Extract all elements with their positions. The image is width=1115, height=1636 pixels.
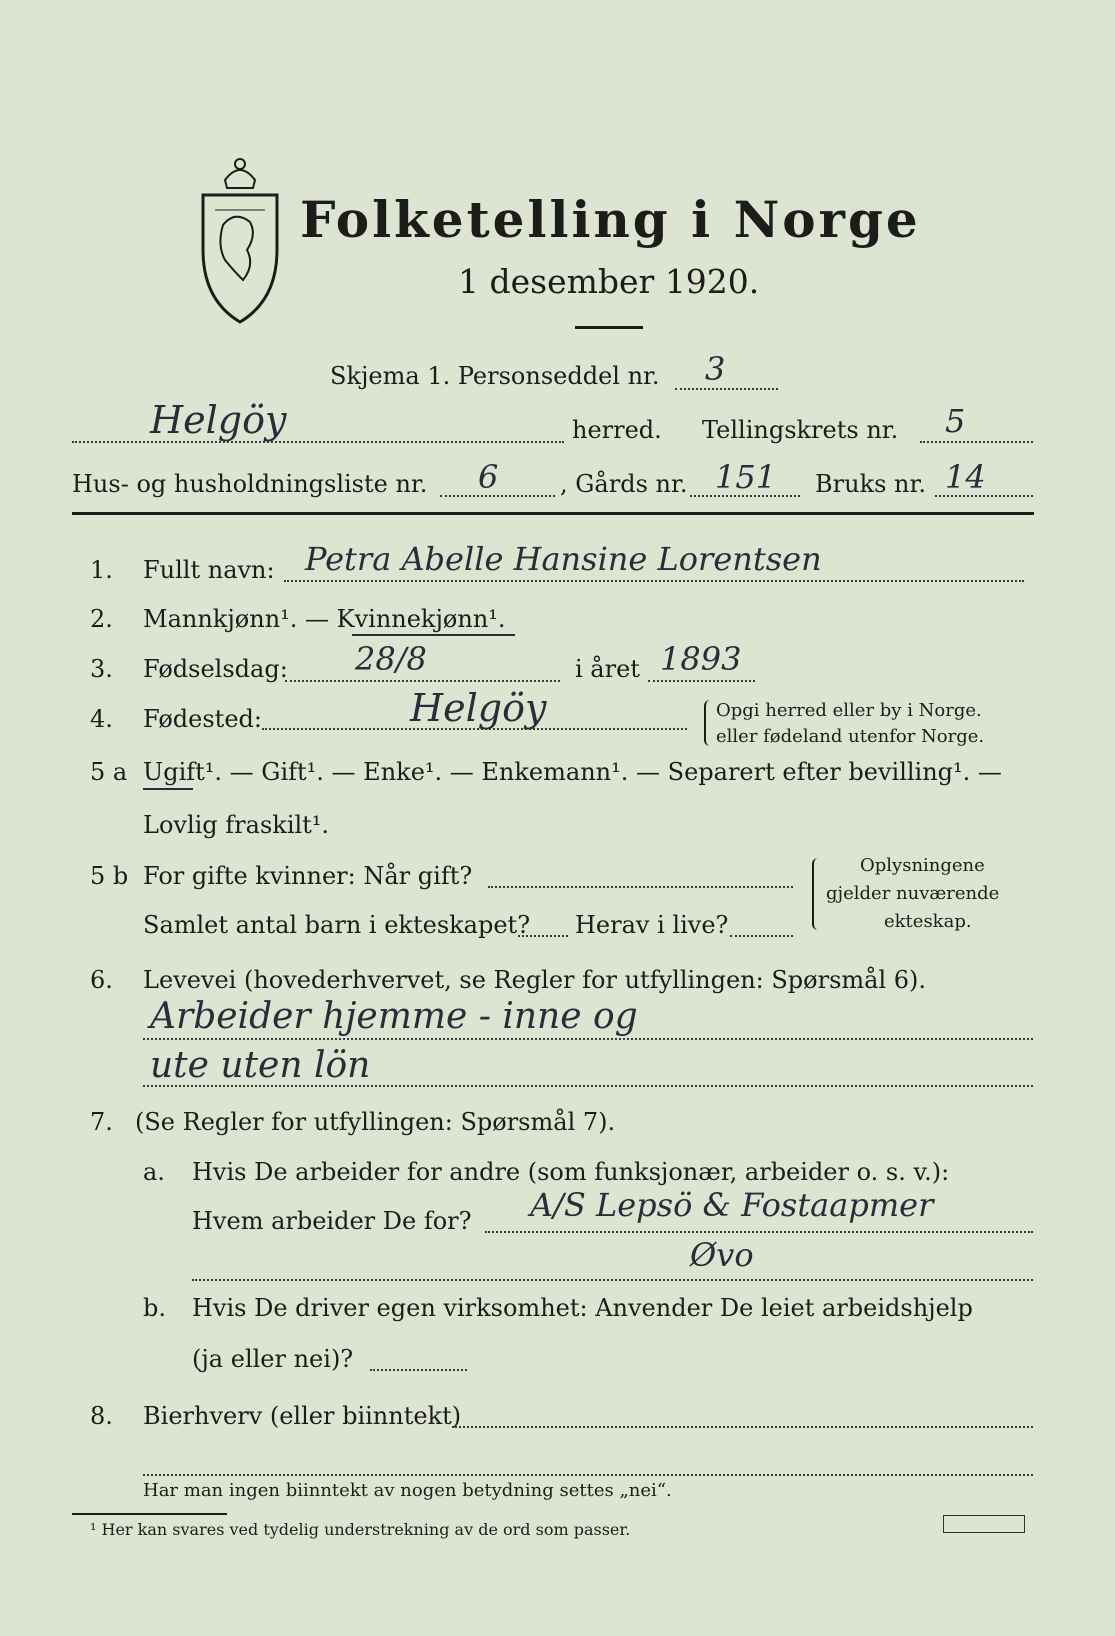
- q4-note-2: eller fødeland utenfor Norge.: [716, 726, 985, 747]
- q3-line: [285, 680, 560, 682]
- q7-label: (Se Regler for utfyllingen: Spørsmål 7).: [135, 1108, 616, 1136]
- occupation-value-2: ute uten lön: [150, 1045, 371, 1086]
- q8-note: Har man ingen biinntekt av nogen betydning settes „nei“.: [143, 1480, 672, 1501]
- personseddel-value: 3: [705, 350, 726, 388]
- ugift-underline: [143, 788, 193, 790]
- q8-label: Bierhverv (eller biinntekt): [143, 1402, 462, 1430]
- q5b-label-3: Herav i live?: [575, 911, 729, 939]
- q5b-brace: [812, 858, 820, 930]
- printer-stamp: [943, 1515, 1025, 1533]
- q5b-label-2: Samlet antal barn i ekteskapet?: [143, 911, 531, 939]
- birth-year-value: 1893: [660, 640, 742, 678]
- kvinnekjonn-underline: [352, 634, 515, 636]
- q3-number: 3.: [90, 655, 113, 683]
- tellingskrets-label: Tellingskrets nr.: [702, 416, 899, 444]
- husliste-value: 6: [478, 458, 499, 496]
- bruks-label: Bruks nr.: [815, 470, 926, 498]
- q5b-alive-line: [730, 935, 793, 937]
- q3-label: Fødselsdag:: [143, 655, 288, 683]
- q7-number: 7.: [90, 1108, 113, 1136]
- birthday-value: 28/8: [355, 640, 427, 678]
- q1-label: Fullt navn:: [143, 556, 275, 584]
- q5b-children-line: [518, 935, 568, 937]
- footnote-rule: [72, 1513, 227, 1515]
- q1-line: [284, 580, 1024, 582]
- bruks-value: 14: [945, 458, 986, 496]
- q5b-married-line: [488, 886, 793, 888]
- q2-label: Mannkjønn¹. — Kvinnekjønn¹.: [143, 605, 506, 633]
- footnote: ¹ Her kan svares ved tydelig understrekning av de ord som passer.: [90, 1520, 631, 1539]
- q4-label: Fødested:: [143, 705, 262, 733]
- q7b-number: b.: [143, 1294, 166, 1322]
- employer-value: A/S Lepsö & Fostaapmer: [530, 1186, 934, 1224]
- q8-line-1: [452, 1426, 1033, 1428]
- q5a-number: 5 a: [90, 758, 128, 786]
- q8-line-2: [143, 1474, 1033, 1476]
- q5b-note-2: gjelder nuværende: [826, 883, 1000, 904]
- form-title: Folketelling i Norge: [300, 190, 921, 249]
- herred-value: Helgöy: [150, 398, 287, 442]
- tellingskrets-line: [920, 441, 1033, 443]
- schema-label: Skjema 1. Personseddel nr.: [330, 362, 660, 390]
- q4-number: 4.: [90, 705, 113, 733]
- q1-number: 1.: [90, 556, 113, 584]
- q3-year-line: [648, 680, 755, 682]
- gards-value: 151: [715, 458, 777, 496]
- norway-coat-of-arms-icon: [195, 140, 285, 325]
- husliste-label: Hus- og husholdningsliste nr.: [72, 470, 428, 498]
- q5b-note-1: Oplysningene: [860, 855, 985, 876]
- gards-label: , Gårds nr.: [560, 470, 688, 498]
- q7a-number: a.: [143, 1158, 165, 1186]
- q7a-line-1: [485, 1231, 1033, 1233]
- census-date: 1 desember 1920.: [458, 262, 760, 301]
- q7a-label: Hvis De arbeider for andre (som funksjonær, arbeider o. s. v.):: [192, 1158, 950, 1186]
- q7a-line-2: [192, 1279, 1033, 1281]
- q4-brace: [704, 700, 712, 746]
- full-name-value: Petra Abelle Hansine Lorentsen: [305, 540, 822, 578]
- title-divider: [575, 326, 643, 329]
- q5a-label: Ugift¹. — Gift¹. — Enke¹. — Enkemann¹. — Separert efter bevilling¹. —: [143, 758, 1002, 786]
- herred-label: herred.: [572, 416, 662, 444]
- q8-number: 8.: [90, 1402, 113, 1430]
- q5b-number: 5 b: [90, 862, 129, 890]
- q6-number: 6.: [90, 966, 113, 994]
- q4-note-1: Opgi herred eller by i Norge.: [716, 700, 982, 721]
- header-rule: [72, 512, 1034, 515]
- q5b-label: For gifte kvinner: Når gift?: [143, 862, 473, 890]
- occupation-value-1: Arbeider hjemme - inne og: [150, 996, 638, 1037]
- q7b-label-2: (ja eller nei)?: [192, 1345, 354, 1373]
- personseddel-line: [675, 388, 778, 390]
- q3-year-label: i året: [575, 655, 640, 683]
- herred-line: [72, 441, 564, 443]
- q7a-label-2: Hvem arbeider De for?: [192, 1207, 472, 1235]
- q6-label: Levevei (hovederhvervet, se Regler for utfyllingen: Spørsmål 6).: [143, 966, 927, 994]
- q5b-note-3: ekteskap.: [884, 911, 972, 932]
- birthplace-value: Helgöy: [410, 686, 547, 730]
- q5a-label-2: Lovlig fraskilt¹.: [143, 811, 330, 839]
- q2-number: 2.: [90, 605, 113, 633]
- q7b-line: [370, 1369, 467, 1371]
- q7b-label: Hvis De driver egen virksomhet: Anvender De leiet arbeidshjelp: [192, 1294, 973, 1322]
- tellingskrets-value: 5: [945, 402, 966, 440]
- employer-value-2: Øvo: [690, 1236, 754, 1274]
- q6-line-1: [143, 1038, 1033, 1040]
